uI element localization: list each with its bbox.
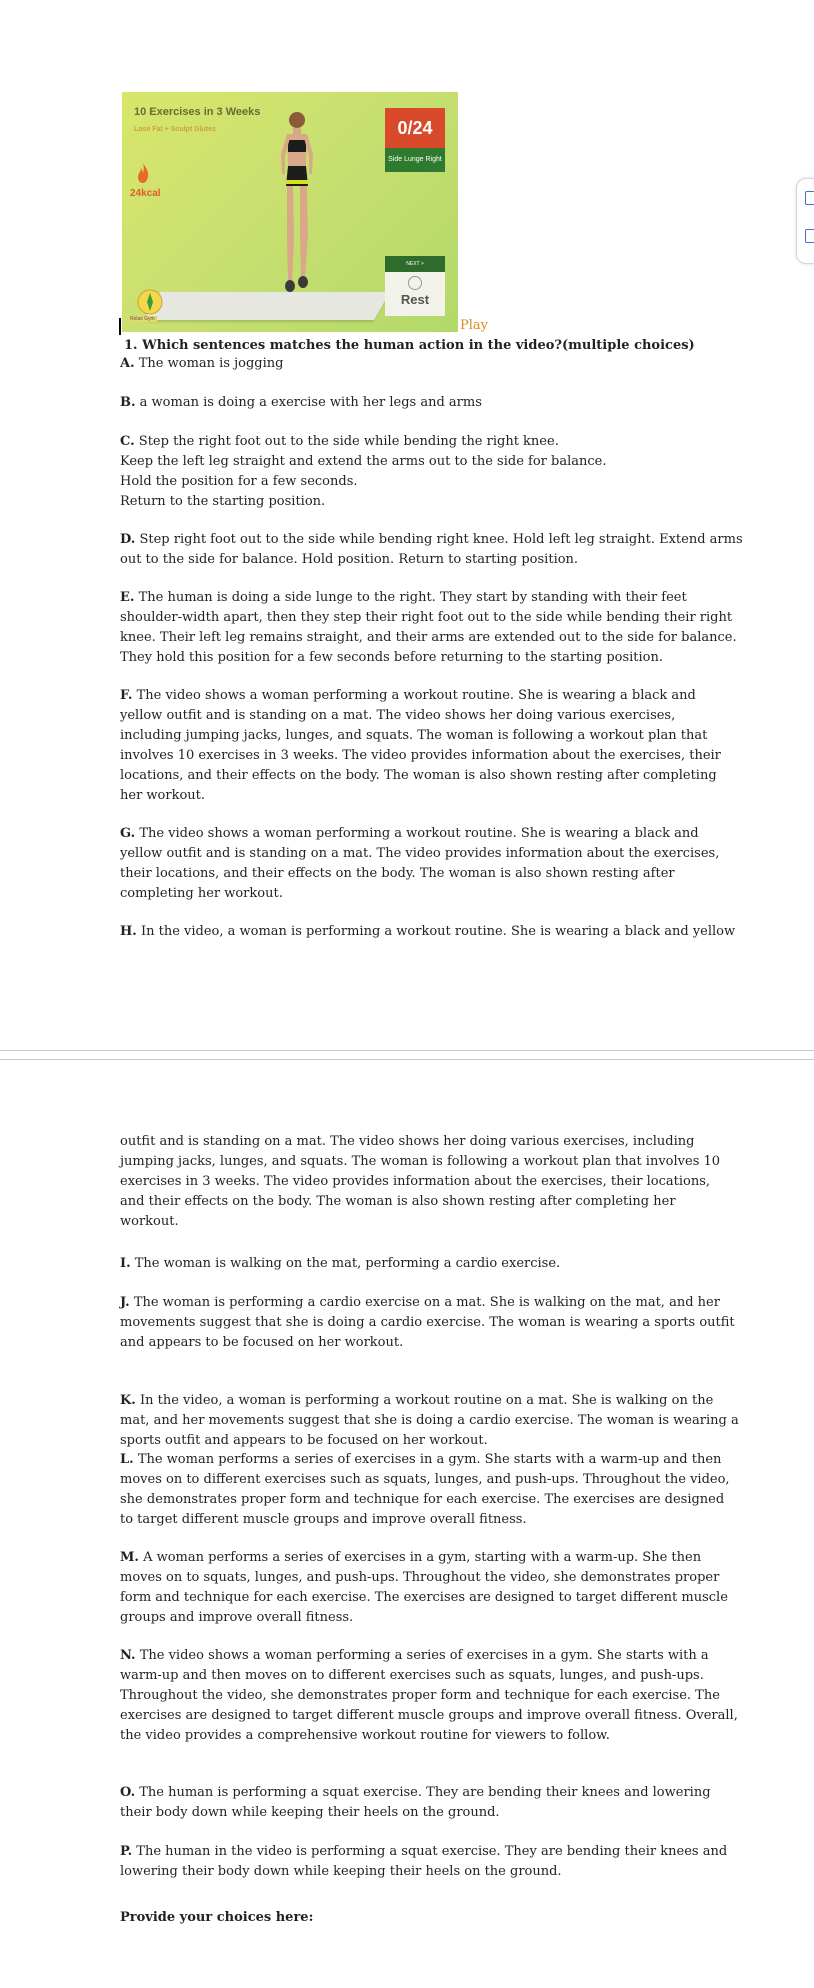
exercising-woman <box>272 106 322 306</box>
option-line <box>120 1646 709 1666</box>
option-text: completing her workout. <box>120 886 283 901</box>
option-text: movements suggest that she is doing a cardio exercise. The woman is wearing a sports outfit <box>120 1315 735 1330</box>
option-line <box>120 1686 720 1706</box>
option-n <box>120 1646 738 1746</box>
option-text: In the video, a woman is performing a workout routine. She is wearing a black and yellow <box>140 924 736 939</box>
option-line <box>120 1192 700 1212</box>
option-line <box>120 1588 728 1608</box>
option-line <box>120 706 700 726</box>
option-text: moves on to squats, lunges, and push-ups. Throughout the video, she demonstrates proper <box>120 1570 720 1585</box>
option-line <box>120 922 736 942</box>
option-letter: K. <box>120 1393 136 1408</box>
option-f <box>120 686 721 806</box>
next-label: NEXT > <box>385 256 445 272</box>
option-text: and their effects on the body. The woman is also shown resting after completing her <box>120 1194 676 1209</box>
option-text: The human is doing a side lunge to the right. They start by standing with their feet <box>138 590 687 605</box>
option-line <box>120 1212 700 1232</box>
option-letter: N. <box>120 1648 136 1663</box>
option-line <box>120 726 708 746</box>
option-text: They hold this position for a few seconds before returning to the starting position. <box>120 650 664 665</box>
option-letter: H. <box>120 924 137 939</box>
page-separator <box>0 1050 814 1051</box>
text-cursor <box>119 318 121 335</box>
option-line <box>120 686 700 706</box>
option-line <box>120 1608 700 1628</box>
option-line <box>120 432 700 452</box>
option-line <box>120 1548 700 1568</box>
option-line <box>120 1568 720 1588</box>
option-g <box>120 824 720 904</box>
option-text: she demonstrates proper form and technique for each exercise. The exercises are designed <box>120 1492 725 1507</box>
option-line <box>120 452 700 472</box>
option-letter: O. <box>120 1785 136 1800</box>
option-c <box>120 432 700 512</box>
option-line <box>120 864 700 884</box>
option-text: The woman is walking on the mat, performing a cardio exercise. <box>134 1256 561 1271</box>
option-line <box>120 1783 711 1803</box>
option-letter: M. <box>120 1550 139 1565</box>
option-text: and appears to be focused on her workout. <box>120 1335 404 1350</box>
option-line <box>120 844 720 864</box>
option-text: lowering their body down while keeping their heels on the ground. <box>120 1864 562 1879</box>
option-text: sports outfit and appears to be focused on her workout. <box>120 1433 488 1448</box>
option-line <box>120 354 700 374</box>
calorie-count: 24kcal <box>130 188 161 199</box>
option-text: knee. Their left leg remains straight, and their arms are extended out to the side for balance. <box>120 630 737 645</box>
option-text: their locations, and their effects on the body. The woman is also shown resting after <box>120 866 675 881</box>
option-line <box>120 1293 720 1313</box>
option-line <box>120 628 737 648</box>
option-o <box>120 1783 711 1823</box>
option-line <box>120 1313 735 1333</box>
option-line <box>120 550 700 570</box>
option-text: workout. <box>120 1214 179 1229</box>
clock-icon <box>408 276 422 290</box>
option-text: her workout. <box>120 788 206 803</box>
rep-counter: 0/24 <box>385 108 445 148</box>
option-text: form and technique for each exercise. The exercises are designed to target different muscle <box>120 1590 728 1605</box>
option-line <box>120 472 700 492</box>
option-line <box>120 1391 714 1411</box>
option-letter: A. <box>120 356 135 371</box>
option-line <box>120 1411 739 1431</box>
option-d <box>120 530 743 570</box>
option-letter: I. <box>120 1256 131 1271</box>
exercise-mat <box>144 292 390 320</box>
option-j <box>120 1293 735 1353</box>
option-l <box>120 1450 730 1530</box>
rest-panel <box>385 272 445 316</box>
option-b <box>120 393 700 413</box>
comment-panel-tab[interactable] <box>796 178 814 264</box>
option-line <box>120 1254 700 1274</box>
option-text: locations, and their effects on the body. The woman is also shown resting after completing <box>120 768 717 783</box>
option-text: outfit and is standing on a mat. The video shows her doing various exercises, including <box>120 1134 695 1149</box>
option-k <box>120 1391 739 1451</box>
option-text: out to the side for balance. Hold position. Return to starting position. <box>120 552 579 567</box>
option-line <box>120 766 717 786</box>
option-text: The video shows a woman performing a series of exercises in a gym. She starts with a <box>139 1648 709 1663</box>
option-letter: F. <box>120 688 133 703</box>
exercise-label: Side Lunge Right <box>385 148 445 172</box>
rest-label: Rest <box>400 292 430 307</box>
option-i <box>120 1254 700 1274</box>
option-letter: L. <box>120 1452 134 1467</box>
option-text: to target different muscle groups and improve overall fitness. <box>120 1512 527 1527</box>
option-text: The video shows a woman performing a workout routine. She is wearing a black and <box>139 826 699 841</box>
option-line <box>120 824 700 844</box>
option-line <box>120 786 700 806</box>
option-text: The human is performing a squat exercise. They are bending their knees and lowering <box>139 1785 711 1800</box>
option-line <box>120 1726 700 1746</box>
answer-prompt: Provide your choices here: <box>120 1910 314 1925</box>
option-text: Step right foot out to the side while bending right knee. Hold left leg straight. Extend arms <box>139 532 743 547</box>
option-text: a woman is doing a exercise with her legs and arms <box>139 395 482 410</box>
video-title: 10 Exercises in 3 Weeks <box>134 106 261 118</box>
option-letter: G. <box>120 826 136 841</box>
option-line <box>120 393 700 413</box>
option-text: shoulder-width apart, then they step their right foot out to the side while bending their right <box>120 610 733 625</box>
option-line <box>120 1333 700 1353</box>
option-line <box>120 1470 730 1490</box>
option-line <box>120 1431 700 1451</box>
option-text: groups and improve overall fitness. <box>120 1610 354 1625</box>
option-text: The woman performs a series of exercises in a gym. She starts with a warm-up and then <box>137 1452 722 1467</box>
option-text: mat, and her movements suggest that she is doing a cardio exercise. The woman is wearing a <box>120 1413 739 1428</box>
option-text: Throughout the video, she demonstrates proper form and technique for each exercise. The <box>120 1688 720 1703</box>
gym-logo-text: Relax Gym <box>130 316 155 322</box>
play-link[interactable]: Play <box>460 318 488 333</box>
option-line <box>120 1803 700 1823</box>
option-text: exercises are designed to target different muscle groups and improve overall fitness. Overall, <box>120 1708 738 1723</box>
option-continued <box>120 1132 721 1232</box>
option-line <box>120 1666 704 1686</box>
option-line <box>120 746 721 766</box>
option-line <box>120 884 700 904</box>
option-line <box>120 1862 700 1882</box>
option-text: The video shows a woman performing a workout routine. She is wearing a black and <box>136 688 696 703</box>
option-letter: P. <box>120 1844 133 1859</box>
option-text: The woman is jogging <box>138 356 284 371</box>
option-e <box>120 588 737 668</box>
option-text: including jumping jacks, lunges, and squats. The woman is following a workout plan that <box>120 728 708 743</box>
gym-logo <box>134 288 166 318</box>
option-text: A woman performs a series of exercises in a gym, starting with a warm-up. She then <box>143 1550 702 1565</box>
option-line <box>120 1172 711 1192</box>
option-text: involves 10 exercises in 3 weeks. The video provides information about the exercises, their <box>120 748 721 763</box>
option-line <box>120 1152 721 1172</box>
option-text: warm-up and then moves on to different exercises such as squats, lunges, and push-ups. <box>120 1668 704 1683</box>
option-line <box>120 1490 725 1510</box>
video-thumbnail[interactable] <box>122 92 458 332</box>
option-line <box>120 1510 700 1530</box>
option-letter: J. <box>120 1295 130 1310</box>
comment-icon[interactable] <box>805 229 814 243</box>
option-p <box>120 1842 728 1882</box>
option-line <box>120 608 733 628</box>
option-letter: C. <box>120 434 135 449</box>
option-text: exercises in 3 weeks. The video provides information about the exercises, their locations, <box>120 1174 711 1189</box>
option-text: In the video, a woman is performing a workout routine on a mat. She is walking on the <box>139 1393 714 1408</box>
option-text: Hold the position for a few seconds. <box>120 474 358 489</box>
option-text: moves on to different exercises such as squats, lunges, and push-ups. Throughout the video, <box>120 1472 730 1487</box>
option-m <box>120 1548 728 1628</box>
option-text: yellow outfit and is standing on a mat. The video shows her doing various exercises, <box>120 708 676 723</box>
comment-icon[interactable] <box>805 191 814 205</box>
option-text: Keep the left leg straight and extend the arms out to the side for balance. <box>120 454 607 469</box>
option-letter: E. <box>120 590 135 605</box>
option-text: The human in the video is performing a squat exercise. They are bending their knees and <box>136 1844 728 1859</box>
option-text: jumping jacks, lunges, and squats. The woman is following a workout plan that involves 10 <box>120 1154 721 1169</box>
option-a <box>120 354 700 374</box>
option-line <box>120 1842 728 1862</box>
option-letter: B. <box>120 395 136 410</box>
option-line <box>120 1450 722 1470</box>
option-text: Step the right foot out to the side while bending the right knee. <box>138 434 559 449</box>
video-subtitle: Lose Fat + Sculpt Glutes <box>134 126 216 133</box>
option-text: the video provides a comprehensive workout routine for viewers to follow. <box>120 1728 610 1743</box>
question-text: 1. Which sentences matches the human action in the video?(multiple choices) <box>124 338 695 353</box>
option-h <box>120 922 736 942</box>
option-line <box>120 492 700 512</box>
option-line <box>120 530 743 550</box>
option-line <box>120 648 700 668</box>
option-line <box>120 588 700 608</box>
flame-icon <box>136 162 150 184</box>
option-line <box>120 1132 700 1152</box>
option-text: The woman is performing a cardio exercise on a mat. She is walking on the mat, and her <box>133 1295 720 1310</box>
option-text: Return to the starting position. <box>120 494 326 509</box>
option-line <box>120 1706 738 1726</box>
option-text: their body down while keeping their heels on the ground. <box>120 1805 500 1820</box>
option-letter: D. <box>120 532 136 547</box>
option-text: yellow outfit and is standing on a mat. The video provides information about the exercises, <box>120 846 720 861</box>
